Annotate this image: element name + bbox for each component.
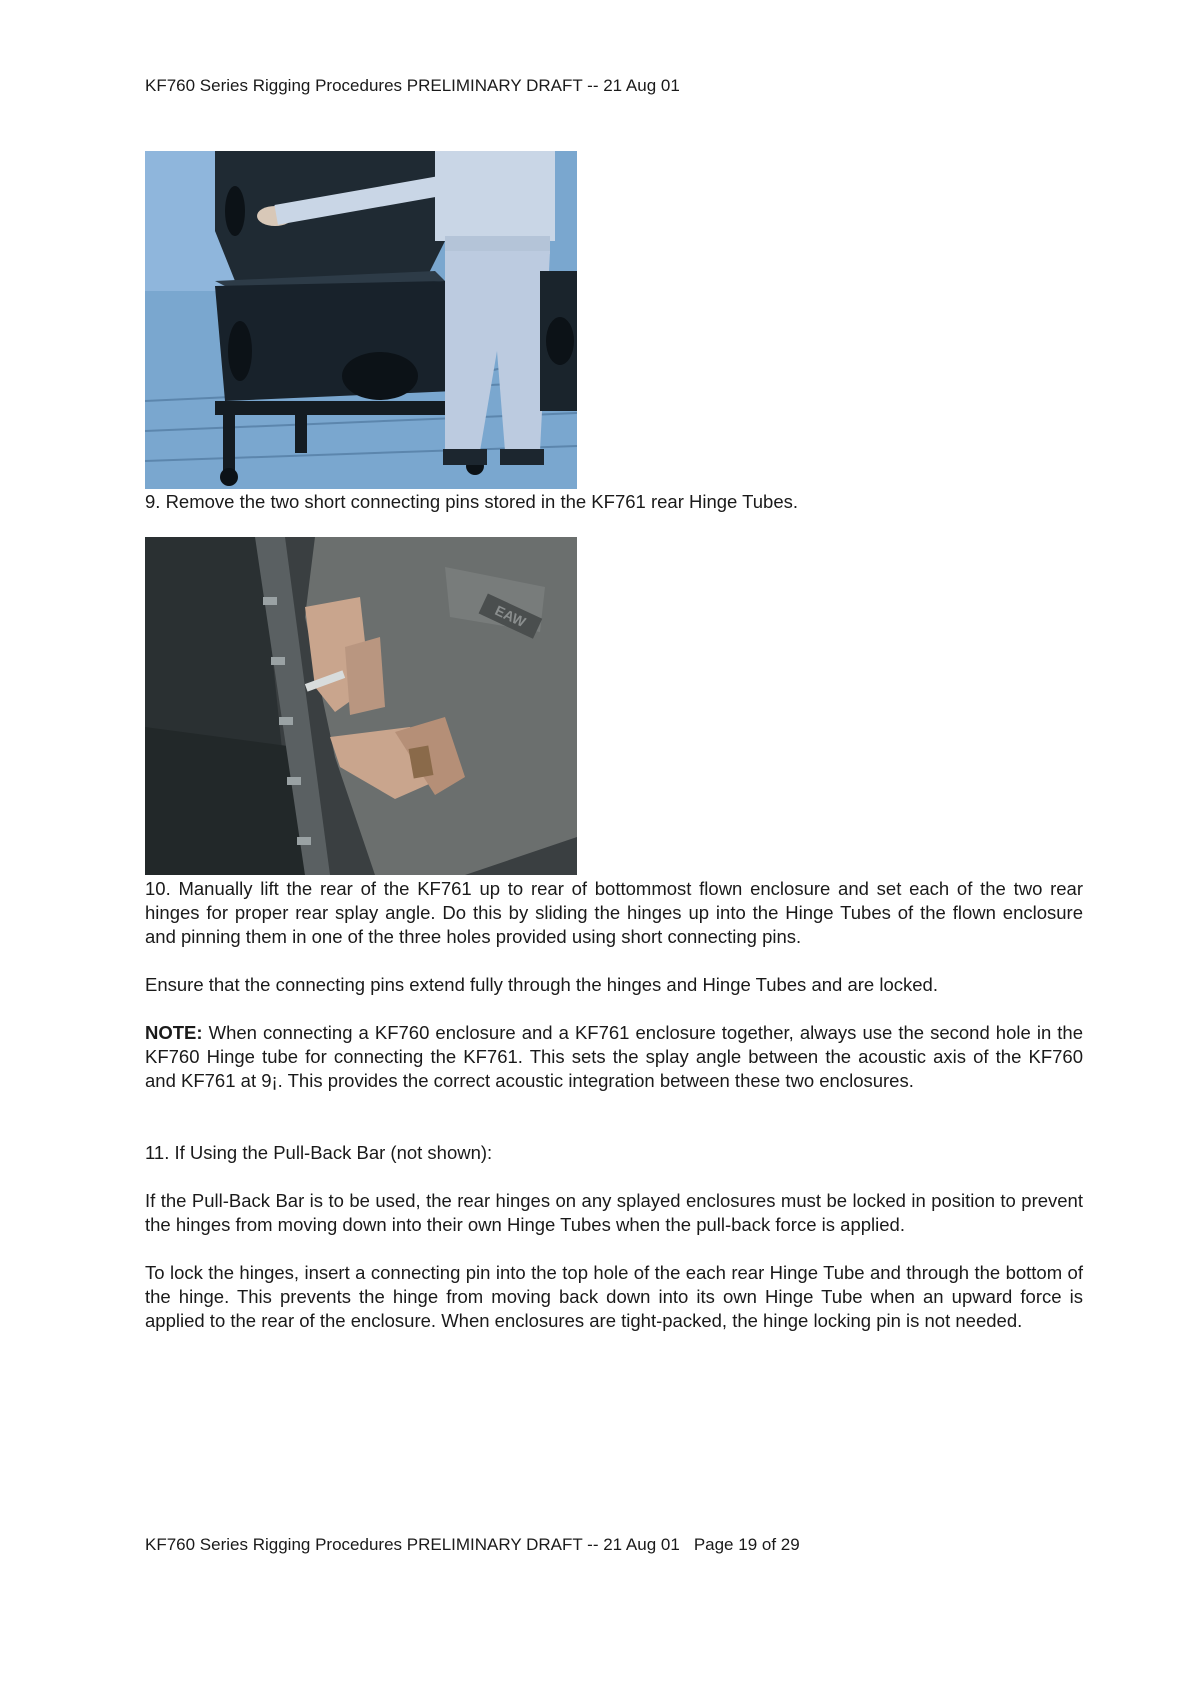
photo-speaker-enclosures-image (145, 151, 577, 489)
page-footer (145, 1535, 800, 1555)
page-header: KF760 Series Rigging Procedures PRELIMINARY DRAFT -- 21 Aug 01 (145, 76, 680, 95)
step-10-text: 10. Manually lift the rear of the KF761 up to rear of bottommost flown enclosure and set each of the two rear hinges for proper rear splay angle. Do this by sliding the hinges up into the Hinge Tubes of the flown enclosure and pinning them in one of the three holes provided using short connecting pins. (145, 878, 1083, 947)
photo-hinge-pins-image (145, 537, 577, 875)
photo-hinge-pins (145, 537, 577, 875)
note-body: When connecting a KF760 enclosure and a KF761 enclosure together, always use the second hole in the KF760 Hinge tube for connecting the KF761. This sets the splay angle between the acoustic axis of the KF760 and KF761 at 9¡. This provides the correct acoustic integration between these two enclosures. (145, 1022, 1083, 1091)
page-number: Page 19 of 29 (693, 1535, 800, 1554)
shirt-logo-text: EAW (492, 602, 529, 631)
photo-speaker-enclosures (145, 151, 577, 489)
footer-title: KF760 Series Rigging Procedures PRELIMINARY DRAFT -- 21 Aug 01 (145, 1535, 680, 1554)
step-11-text: 11. If Using the Pull-Back Bar (not shown): (145, 1142, 493, 1163)
note-label: NOTE: (145, 1022, 203, 1043)
ensure-text: Ensure that the connecting pins extend fully through the hinges and Hinge Tubes and are locked. (145, 974, 938, 995)
note-paragraph (145, 1021, 1083, 1093)
lock-hinges-text: To lock the hinges, insert a connecting pin into the top hole of the each rear Hinge Tube and through the bottom of the hinge. This prevents the hinge from moving back down into its own Hinge Tube when an upward force is applied to the rear of the enclosure. When enclosures are tight-packed, the hinge locking pin is not needed. (145, 1262, 1083, 1331)
pullback-text: If the Pull-Back Bar is to be used, the rear hinges on any splayed enclosures must be locked in position to prevent the hinges from moving down into their own Hinge Tubes when the pull-back force is applied. (145, 1190, 1083, 1235)
step-9-text: 9. Remove the two short connecting pins stored in the KF761 rear Hinge Tubes. (145, 491, 799, 512)
